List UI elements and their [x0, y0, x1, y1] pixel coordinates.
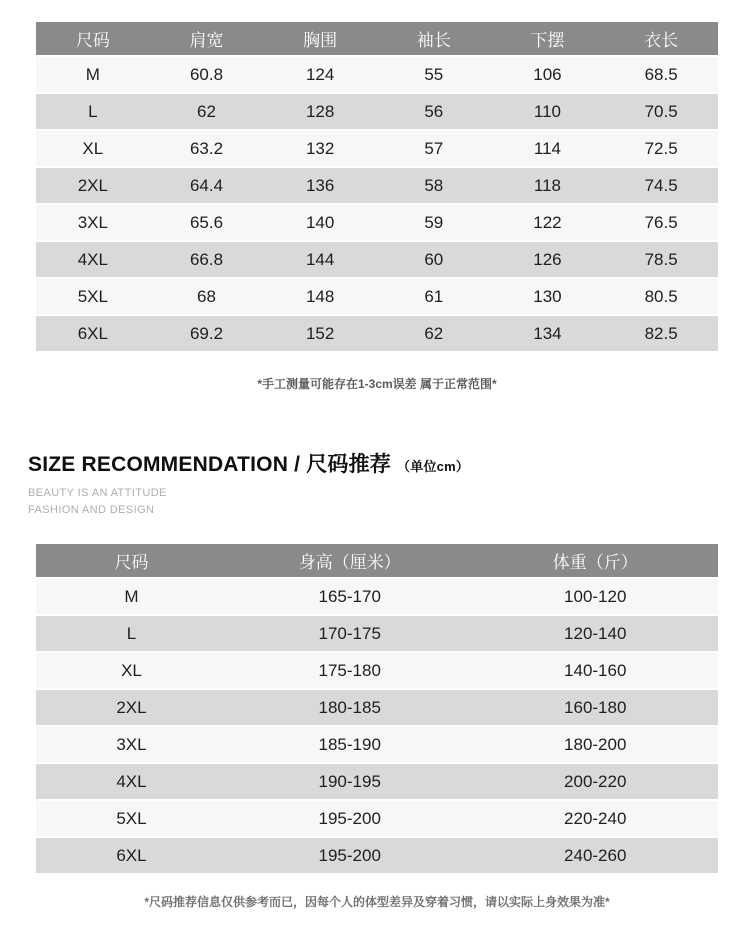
- table-cell: 4XL: [36, 242, 150, 277]
- table-cell: 60: [377, 242, 491, 277]
- header-cell: 衣长: [604, 22, 718, 55]
- table-cell: 180-200: [472, 727, 718, 762]
- header-cell: 胸围: [263, 22, 377, 55]
- header-cell: 尺码: [36, 22, 150, 55]
- header-cell: 袖长: [377, 22, 491, 55]
- table-cell: 152: [263, 316, 377, 351]
- table-cell: 220-240: [472, 801, 718, 836]
- section-title-en: SIZE RECOMMENDATION: [28, 453, 289, 476]
- table-cell: 195-200: [227, 838, 473, 873]
- table-cell: L: [36, 616, 227, 651]
- table-row: [36, 94, 718, 129]
- table-cell: M: [36, 579, 227, 614]
- table-cell: 175-180: [227, 653, 473, 688]
- table-cell: 68: [150, 279, 264, 314]
- table-cell: 100-120: [472, 579, 718, 614]
- table-cell: 170-175: [227, 616, 473, 651]
- garment-size-table: [36, 20, 718, 353]
- table-row: [36, 690, 718, 725]
- table-cell: M: [36, 57, 150, 92]
- table-cell: 65.6: [150, 205, 264, 240]
- table-row: [36, 653, 718, 688]
- table-row: [36, 168, 718, 203]
- table-cell: 72.5: [604, 131, 718, 166]
- table-cell: 6XL: [36, 316, 150, 351]
- header-cell: 尺码: [36, 544, 227, 577]
- table-cell: 4XL: [36, 764, 227, 799]
- brand-slogan-line2: FASHION AND DESIGN: [28, 503, 155, 516]
- table-cell: 165-170: [227, 579, 473, 614]
- table-cell: 66.8: [150, 242, 264, 277]
- table-cell: 180-185: [227, 690, 473, 725]
- table-cell: 55: [377, 57, 491, 92]
- table-row: [36, 838, 718, 873]
- table-cell: 3XL: [36, 727, 227, 762]
- table-cell: 140: [263, 205, 377, 240]
- table-cell: 148: [263, 279, 377, 314]
- table-cell: 160-180: [472, 690, 718, 725]
- table-cell: 57: [377, 131, 491, 166]
- size-recommendation-table-header-row: [36, 544, 718, 577]
- table-row: [36, 205, 718, 240]
- table-row: [36, 801, 718, 836]
- table-cell: 62: [150, 94, 264, 129]
- header-cell: 身高（厘米）: [227, 544, 473, 577]
- table-cell: 136: [263, 168, 377, 203]
- table-cell: 190-195: [227, 764, 473, 799]
- section-title-unit: （单位cm）: [397, 459, 470, 474]
- section-title-zh: 尺码推荐: [306, 453, 391, 476]
- table-row: [36, 242, 718, 277]
- table-row: [36, 316, 718, 351]
- table-cell: 68.5: [604, 57, 718, 92]
- table-cell: 2XL: [36, 168, 150, 203]
- table-row: [36, 131, 718, 166]
- table-cell: 118: [491, 168, 605, 203]
- table-cell: 140-160: [472, 653, 718, 688]
- table-cell: XL: [36, 653, 227, 688]
- recommend-table-wrap: [0, 542, 750, 875]
- table-cell: 82.5: [604, 316, 718, 351]
- table-cell: 62: [377, 316, 491, 351]
- table-row: [36, 764, 718, 799]
- measurement-tolerance-note: *手工测量可能存在1-3cm误差 属于正常范围*: [257, 377, 497, 391]
- table-cell: 110: [491, 94, 605, 129]
- table-cell: 128: [263, 94, 377, 129]
- table-cell: 130: [491, 279, 605, 314]
- table-cell: 2XL: [36, 690, 227, 725]
- brand-slogan: [28, 485, 750, 518]
- table-cell: L: [36, 94, 150, 129]
- table-cell: 64.4: [150, 168, 264, 203]
- table-cell: 5XL: [36, 801, 227, 836]
- table-cell: 6XL: [36, 838, 227, 873]
- recommendation-disclaimer-note: *尺码推荐信息仅供参考而已，因每个人的体型差异及穿着习惯，请以实际上身效果为准*: [144, 895, 610, 909]
- table-cell: 74.5: [604, 168, 718, 203]
- table-cell: 124: [263, 57, 377, 92]
- table-cell: 122: [491, 205, 605, 240]
- header-cell: 肩宽: [150, 22, 264, 55]
- table-cell: 5XL: [36, 279, 150, 314]
- section-title-separator: /: [288, 453, 307, 476]
- size-recommendation-table: [36, 542, 718, 875]
- table-row: [36, 616, 718, 651]
- table-row: [36, 727, 718, 762]
- table-cell: 240-260: [472, 838, 718, 873]
- brand-slogan-line1: BEAUTY IS AN ATTITUDE: [28, 487, 167, 499]
- garment-size-table-header-row: [36, 22, 718, 55]
- table-row: [36, 57, 718, 92]
- size-recommendation-section-header: [28, 448, 750, 518]
- table-cell: 185-190: [227, 727, 473, 762]
- table-cell: 58: [377, 168, 491, 203]
- table-cell: 132: [263, 131, 377, 166]
- table-cell: 80.5: [604, 279, 718, 314]
- table-cell: 78.5: [604, 242, 718, 277]
- table-cell: XL: [36, 131, 150, 166]
- table-cell: 59: [377, 205, 491, 240]
- header-cell: 下摆: [491, 22, 605, 55]
- table-cell: 134: [491, 316, 605, 351]
- table-cell: 69.2: [150, 316, 264, 351]
- table-cell: 120-140: [472, 616, 718, 651]
- header-cell: 体重（斤）: [472, 544, 718, 577]
- table-cell: 60.8: [150, 57, 264, 92]
- table-cell: 114: [491, 131, 605, 166]
- table-row: [36, 579, 718, 614]
- table-row: [36, 279, 718, 314]
- table-cell: 126: [491, 242, 605, 277]
- table-cell: 106: [491, 57, 605, 92]
- table-cell: 144: [263, 242, 377, 277]
- section-title: [28, 448, 750, 478]
- table-cell: 76.5: [604, 205, 718, 240]
- table-cell: 195-200: [227, 801, 473, 836]
- table-cell: 70.5: [604, 94, 718, 129]
- table-cell: 3XL: [36, 205, 150, 240]
- table-cell: 63.2: [150, 131, 264, 166]
- table-cell: 200-220: [472, 764, 718, 799]
- table-cell: 56: [377, 94, 491, 129]
- table-cell: 61: [377, 279, 491, 314]
